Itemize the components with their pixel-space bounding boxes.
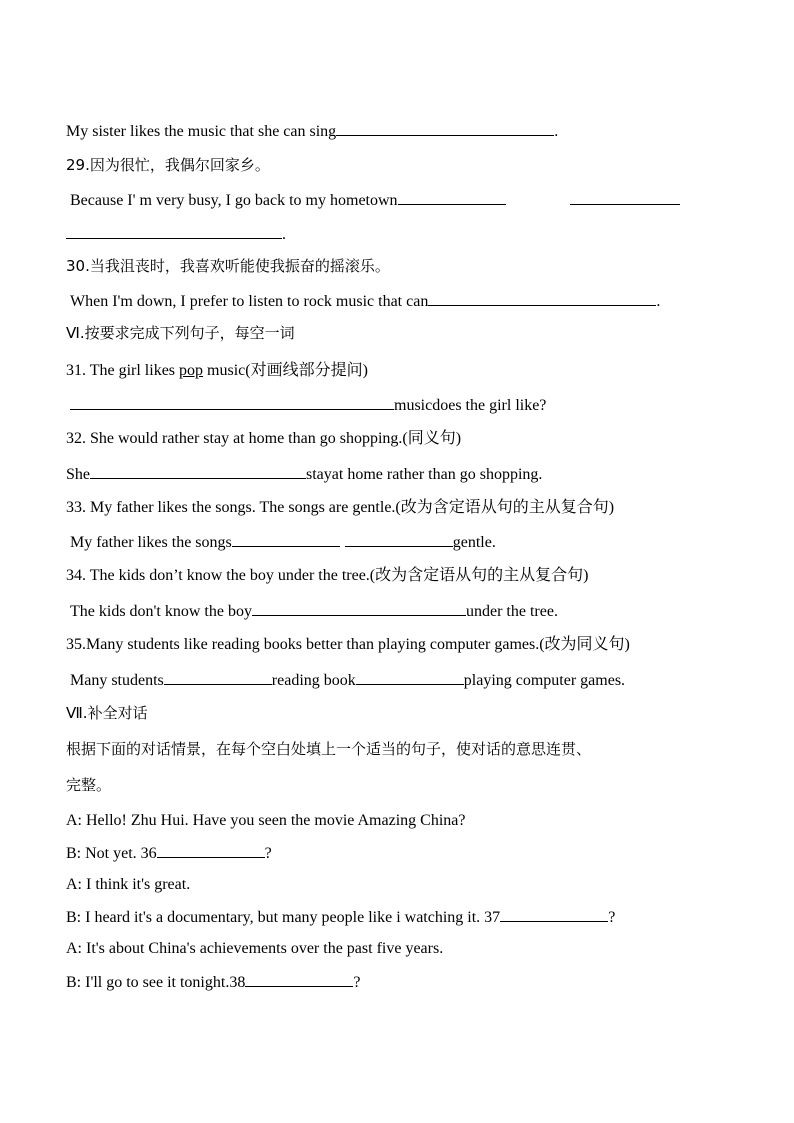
answer-blank[interactable] — [90, 464, 306, 479]
q29-continuation — [66, 224, 286, 245]
answer-blank[interactable] — [164, 670, 272, 685]
section-7-heading: Ⅶ.补全对话 — [66, 704, 148, 722]
section-6-heading: Ⅵ.按要求完成下列句子，每空一词 — [66, 324, 295, 342]
q29-chinese: 29.因为很忙，我偶尔回家乡。 — [66, 156, 270, 174]
answer-blank[interactable] — [500, 907, 608, 922]
q32: 32. She would rather stay at home than go shopping.(同义句) — [66, 430, 462, 447]
text: 31. The girl likes — [66, 362, 180, 379]
dialogue-b3 — [66, 972, 360, 993]
text: ? — [353, 974, 361, 991]
q30-chinese: 30.当我沮丧时，我喜欢听能使我振奋的摇滚乐。 — [66, 257, 390, 275]
text: music(对画线部分提问) — [203, 362, 368, 379]
text: ? — [264, 845, 272, 862]
text: . — [554, 123, 559, 140]
text: playing computer games. — [463, 672, 626, 689]
text: Many students — [70, 672, 164, 689]
text: under the tree. — [465, 603, 558, 620]
text: Because I' m very busy, I go back to my hometown — [70, 192, 398, 209]
q31-answer — [70, 395, 546, 416]
answer-blank[interactable] — [570, 190, 680, 205]
answer-blank[interactable] — [157, 843, 265, 858]
answer-blank[interactable] — [70, 395, 394, 410]
q35-answer — [70, 670, 625, 691]
dialogue-b1 — [66, 843, 272, 864]
answer-blank[interactable] — [66, 224, 282, 239]
text: My father likes the songs — [70, 534, 232, 551]
text: B: I heard it's a documentary, but many people like i watching it. 37 — [66, 909, 501, 926]
q34-answer — [70, 601, 558, 622]
instruction-line-1: 根据下面的对话情景，在每个空白处填上一个适当的句子，使对话的意思连贯、 — [66, 740, 592, 758]
answer-blank[interactable] — [336, 121, 554, 136]
q33: 33. My father likes the songs. The songs are gentle.(改为含定语从句的主从复合句) — [66, 499, 615, 516]
instruction-line-2: 完整。 — [66, 776, 112, 794]
q35: 35.Many students like reading books better than playing computer games.(改为同义句) — [66, 636, 630, 653]
q31 — [66, 361, 368, 381]
text: She — [66, 466, 90, 483]
underlined-word: pop — [179, 362, 204, 379]
answer-blank[interactable] — [245, 972, 353, 987]
text: B: Not yet. 36 — [66, 845, 157, 862]
answer-blank[interactable] — [428, 291, 656, 306]
q32-answer — [66, 464, 542, 485]
text: musicdoes the girl like? — [394, 397, 547, 414]
text: reading book — [271, 672, 356, 689]
text: When I'm down, I prefer to listen to rock music that can — [70, 293, 429, 310]
q33-answer — [70, 532, 496, 553]
answer-blank[interactable] — [356, 670, 464, 685]
text: My sister likes the music that she can sing — [66, 123, 337, 140]
text: The kids don't know the boy — [70, 603, 252, 620]
q30-english — [70, 291, 660, 312]
dialogue-a2: A: I think it's great. — [66, 876, 191, 893]
text: gentle. — [452, 534, 496, 551]
q29-english — [70, 190, 680, 211]
answer-blank[interactable] — [232, 532, 340, 547]
answer-blank[interactable] — [252, 601, 466, 616]
dialogue-a3: A: It's about China's achievements over the past five years. — [66, 940, 444, 957]
line-sister-sing — [66, 121, 558, 142]
text: . — [656, 293, 661, 310]
answer-blank[interactable] — [398, 190, 506, 205]
answer-blank[interactable] — [345, 532, 453, 547]
q34: 34. The kids don’t know the boy under the tree.(改为含定语从句的主从复合句) — [66, 567, 589, 584]
dialogue-b2 — [66, 907, 615, 928]
text: . — [282, 226, 286, 243]
text: ? — [608, 909, 616, 926]
text: stayat home rather than go shopping. — [306, 466, 543, 483]
text: B: I'll go to see it tonight.38 — [66, 974, 246, 991]
dialogue-a1: A: Hello! Zhu Hui. Have you seen the movie Amazing China? — [66, 812, 466, 829]
